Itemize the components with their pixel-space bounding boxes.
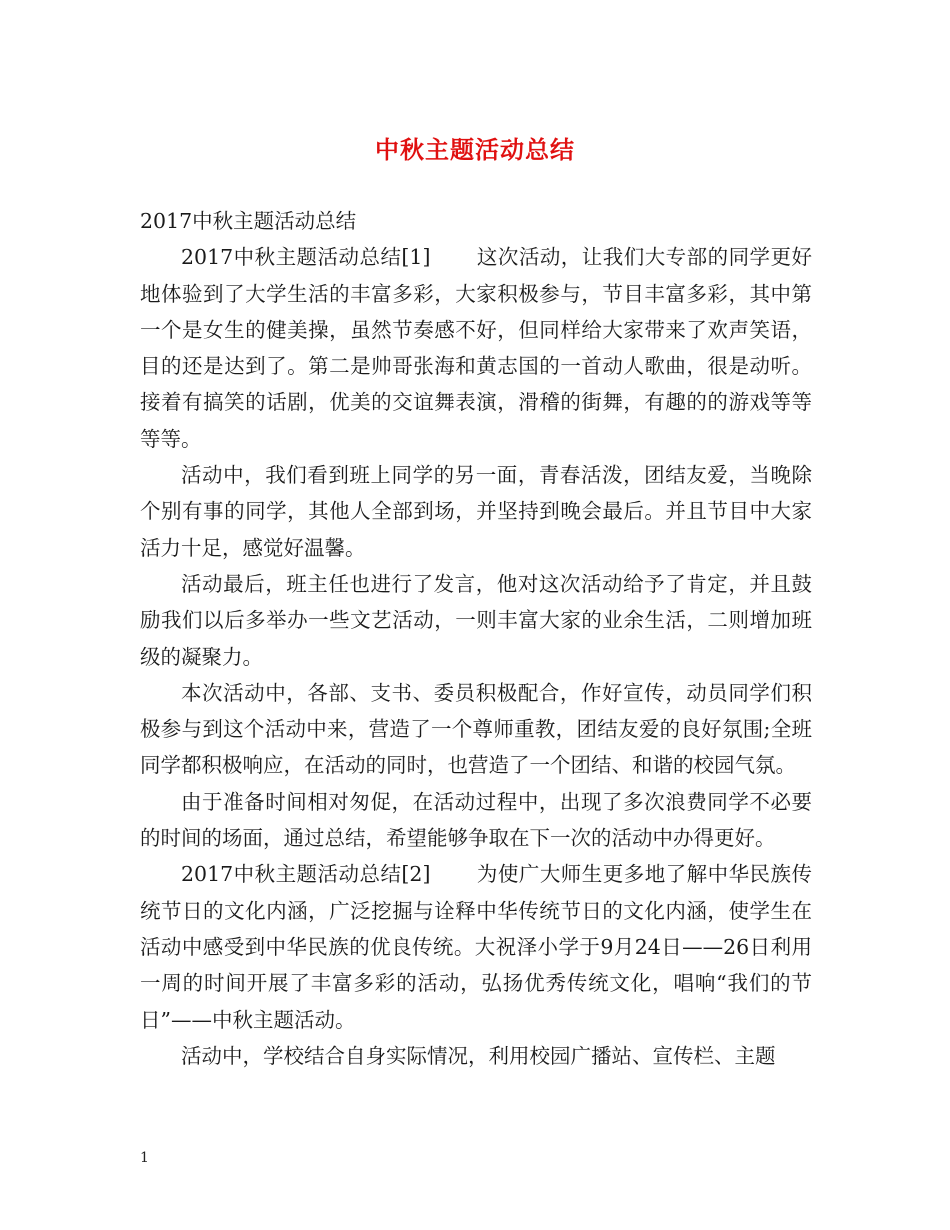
paragraph: 活动中，学校结合自身实际情况，利用校园广播站、宣传栏、主题 [181,1043,776,1068]
paragraph: 活动中，我们看到班上同学的另一面，青春活泼，团结友爱，当晚除个别有事的同学，其他人全部到场，并坚持到晚会最后。并且节目中大家活力十足，感觉好温馨。 [140,463,812,560]
paragraph: 本次活动中，各部、支书、委员积极配合，作好宣传，动员同学们积极参与到这个活动中来，营造了一个尊师重教，团结友爱的良好氛围;全班同学都积极响应，在活动的同时，也营造了一个团结、和谐的校园气氛。 [140,680,812,778]
document-title: 中秋主题活动总结 [375,136,575,164]
page-number: 1 [140,1150,149,1166]
section-heading: 2017中秋主题活动总结[2] [181,862,431,887]
paragraph: 活动最后，班主任也进行了发言，他对这次活动给予了肯定，并且鼓励我们以后多举办一些文艺活动，一则丰富大家的业余生活，二则增加班级的凝聚力。 [140,571,812,669]
paragraph-text: 这次活动，让我们大专部的同学更好地体验到了大学生活的丰富多彩，大家积极参与，节目丰富多彩，其中第一个是女生的健美操，虽然节奏感不好，但同样给大家带来了欢声笑语，目的还是达到了。第二是帅哥张海和黄志国的一首动人歌曲，很是动听。接着有搞笑的话剧，优美的交谊舞表演，滑稽的街舞，有趣的的游戏等等等等。 [140,245,812,451]
paragraph-text: 为使广大师生更多地了解中华民族传统节日的文化内涵，广泛挖掘与诠释中华传统节日的文化内涵，使学生在活动中感受到中华民族的优良传统。大祝泽小学于9月24日——26日利用一周的时间开展了丰富多彩的活动，弘扬优秀传统文化，唱响“我们的节日”——中秋主题活动。 [140,862,812,1032]
document-body [140,203,812,1074]
paragraph: 由于准备时间相对匆促，在活动过程中，出现了多次浪费同学不必要的时间的场面，通过总结，希望能够争取在下一次的活动中办得更好。 [140,789,812,851]
paragraph [140,239,812,457]
paragraph [140,856,812,1037]
document-subtitle: 2017中秋主题活动总结 [140,209,357,233]
section-heading: 2017中秋主题活动总结[1] [181,245,431,270]
